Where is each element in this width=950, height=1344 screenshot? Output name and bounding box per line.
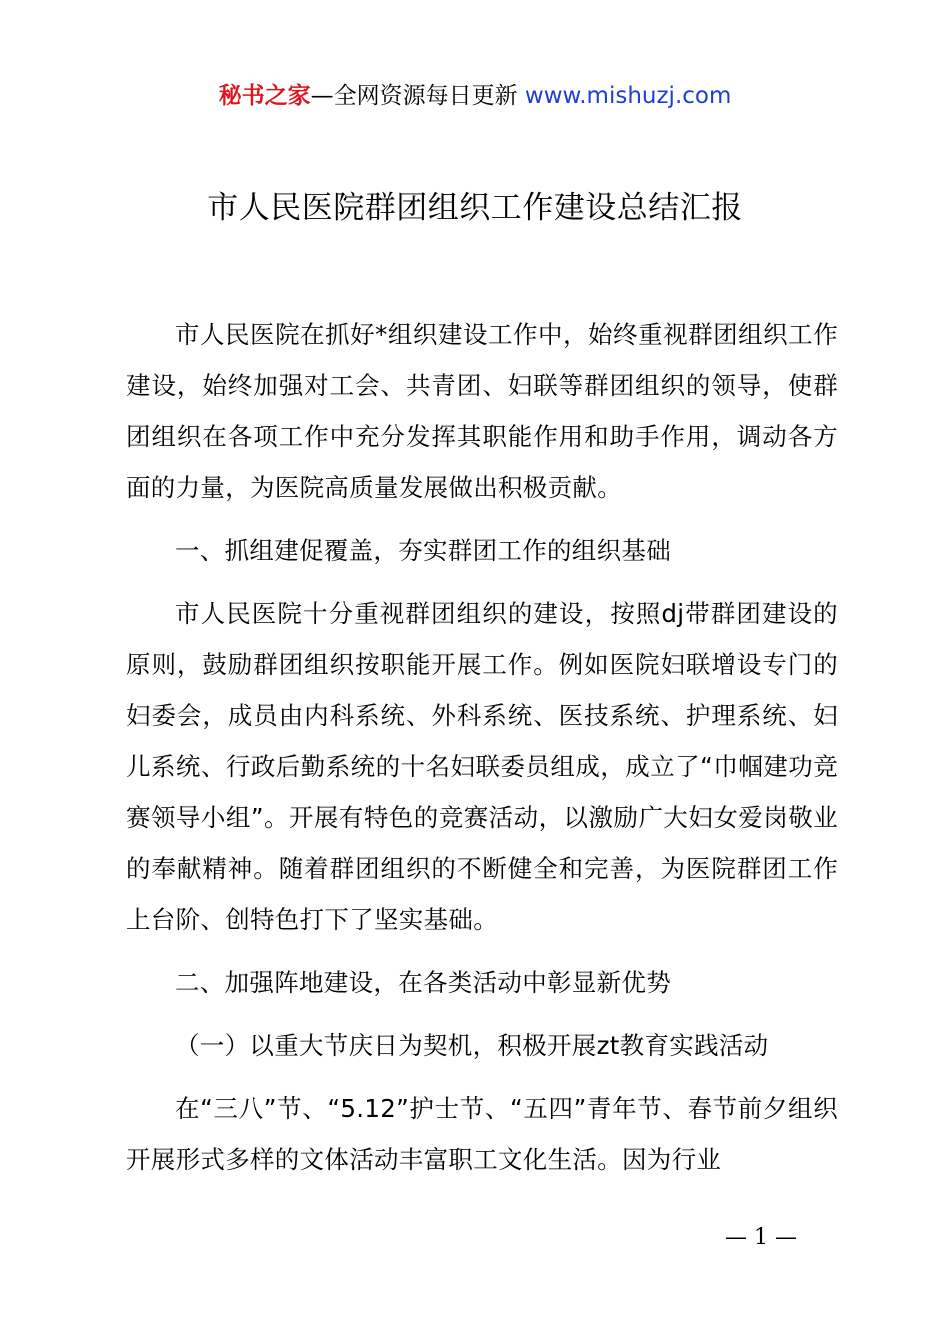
document-title: 市人民医院群团组织工作建设总结汇报 [207, 190, 743, 226]
document-body [126, 309, 838, 1197]
section-1-paragraph: 市人民医院十分重视群团组织的建设，按照dj带群团建设的原则，鼓励群团组织按职能开展工作。例如医院妇联增设专门的妇委会，成员由内科系统、外科系统、医技系统、护理系统、妇儿系统、行政后勤系统的十名妇联委员组成，成立了“巾帼建功竞赛领导小组”。开展有特色的竞赛活动，以激励广大妇女爱岗敬业的奉献精神。随着群团组织的不断健全和完善，为医院群团工作上台阶、创特色打下了坚实基础。 [126, 599, 838, 934]
subsection-1-paragraph: 在“三八”节、“5.12”护士节、“五四”青年节、春节前夕组织开展形式多样的文体活动丰富职工文化生活。因为行业 [126, 1094, 838, 1174]
site-brand: 秘书之家 [218, 83, 311, 109]
site-url-link[interactable]: www.mishuzj.com [524, 83, 732, 109]
section-heading-1: 一、抓组建促覆盖，夯实群团工作的组织基础 [175, 536, 671, 565]
page-number: — 1 — [725, 1225, 797, 1250]
subsection-heading-1: （一）以重大节庆日为契机，积极开展zt教育实践活动 [175, 1031, 769, 1060]
section-heading-2: 二、加强阵地建设，在各类活动中彰显新优势 [175, 968, 671, 997]
intro-paragraph: 市人民医院在抓好*组织建设工作中，始终重视群团组织工作建设，始终加强对工会、共青团、妇联等群团组织的领导，使群团组织在各项工作中充分发挥其职能作用和助手作用，调动各方面的力量，为医院高质量发展做出积极贡献。 [126, 320, 838, 502]
site-slogan: —全网资源每日更新 [310, 83, 518, 109]
site-header [0, 80, 950, 112]
